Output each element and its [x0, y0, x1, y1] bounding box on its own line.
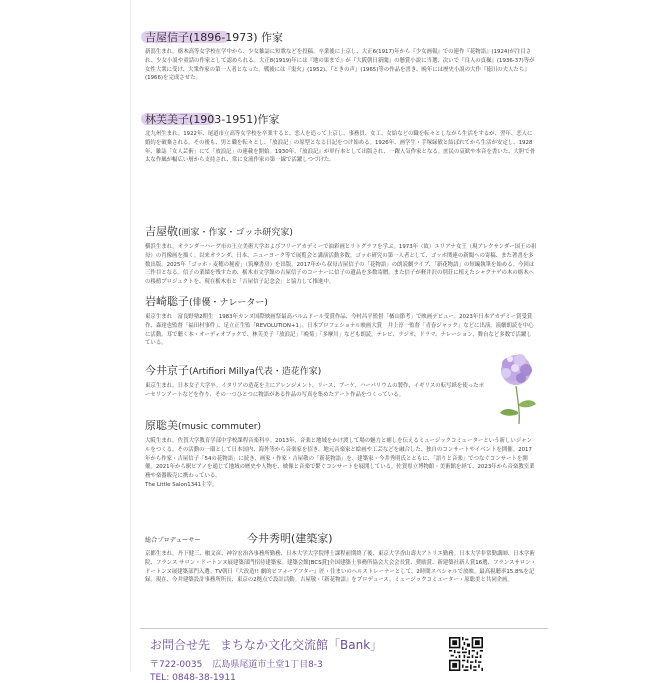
profile-body	[145, 437, 537, 490]
profile-text: 東京生まれ。日本女子大学卒。イタリアの造花を主にアレンジメント、リース、ブーケ、ハーバリウムの製作、イギリスの転写紙を使ったポーセリンアートなどを作り、その一つひとつに物語がある作品の写真を集めたアート作品をつくっている。	[145, 383, 484, 398]
profile-heading	[145, 110, 537, 128]
contact-divider	[140, 628, 548, 629]
profile-hayashi-fumiko	[145, 110, 537, 165]
profile-heading	[145, 361, 485, 380]
profile-text: 新潟生まれ。栃木高等女学校在学中から、少女雑誌に短歌などを投稿。卒業後に上京し、大正6(1917)年から『少女画報』での連作『花物語』(1924)が注目され、少女小説や童話の作家として認められる。大正8(1919)年には『地の果まで』が『大阪朝日新聞』の懸賞小説に当選、次いで『良人の貞操』(1936-37)等が女性大衆に受け、大衆作家の第一人者となった。戦後には『鬼火』(1952)、『ときの声』(1965)等の作品を書き、晩年には歴史小説の大作『徳川の夫人たち』(1966)を完成させた。	[145, 49, 535, 82]
profile-heading	[145, 222, 537, 241]
contact-address-row	[150, 657, 382, 670]
hydrangea-illustration	[486, 346, 546, 426]
profile-name: 原聡美	[145, 419, 178, 432]
profile-body	[145, 313, 537, 348]
contact-title-row	[150, 636, 382, 653]
telephone: TEL: 0848-38-1911	[150, 673, 236, 683]
profile-body	[145, 382, 485, 400]
flower-petals	[501, 354, 532, 385]
profile-role: (music commuter)	[178, 422, 261, 432]
contact-label: お問合せ先	[150, 638, 211, 652]
profile-heading	[145, 292, 537, 311]
profile-role: (Artifiori Millya代表・造花作家)	[189, 367, 322, 377]
profile-name: 吉屋敬	[145, 225, 178, 238]
profile-role: (画家・作家・ゴッホ研究家)	[178, 228, 293, 238]
postal-code: 〒722-0035	[150, 660, 203, 670]
profile-name: 林芙美子(1903-1951)作家	[145, 113, 280, 126]
profile-body	[145, 48, 537, 83]
profile-role: (俳優・ナレーター)	[189, 298, 268, 308]
profile-text: 横浜生まれ。オランダ－ハーグ市の王立美術大学およびフリーアカデミーで油彩画とリトグラフを学ぶ。1973年（故）ユリアナ女王（現アレクサンダー国王の祖母）の肖像画を描く。以来オランダ、日本、ニューヨーク等で展覧会と講演活動多数。ゴッホ研究の第一人者として、ゴッホ関連の新聞への寄稿、また著書を多数出版。2025年「ゴッホ・麦穂の秘密」（筑摩書房）を出版。2017年から叔母吉屋信子の「花物語」の朗読劇ライブ、「新花物語」の短編執筆を始める。今回は三作目となる。信子の業績を残すため、栃木市文学館の吉屋信子のコーナーに信子の遺品を多数寄贈。また信子が軽井沢の別荘に植えたシャクナゲの木の栃木への移植プロジェクトを、現在栃木市と「吉屋信子記念会」と協力して推進中。	[145, 244, 537, 286]
profile-iwasaki-satoko	[145, 292, 537, 348]
profile-text: 京都生まれ。丹下健三、槇文彦、神谷宏治各事務所勤務、日本大学大学院博士課程前期終了後、東京大学香山壽夫アトリエ勤務。日本大学非常勤講師、日本学術院、フランス サロン・ドートンヌ展建築部門招待建築家。建築会館[BCS賞]全国建築士事務所協会大会会長賞、奨励賞、新建築社新人賞16選、フランスサロン・ドートンヌ展建築部門入選。TV朝日『大改造!! 劇的ビフォーアフター』匠・住まいのヘルストレーナーとして、2時間スペシャルで放映。最高視聴率15.8%を記録。現在、今井建築設計事務所所長、東京の2拠点で設計活動。吉屋敬・『新花物語』をプロデュース。ミュージックコミューター・原聡美と共同企画。	[145, 551, 537, 584]
profile-text: 大阪生まれ。佐賀大学教育学部中学校課程音楽科卒。2013年、音楽と地域をかけ渡して場の魅力と癒しを伝えるミュージックコミューターという新しいジャンルをつくる。その活動の一環として日本国内、海外等から音楽家を招き、地元音楽家と絵画や工芸などを融合した、独自のコンサートやイベントを開催。2017年から作家・吉屋信子「54の花物語」に続き、画家・作家・吉屋敬の「新花物語」を、建築家・今井秀明氏とともに、「語りと音楽」でつなぐコンサートを開催。2021年から駅ピアノを通じて地域の歴史や人物を、映像と音楽で繋ぐコンサートを展開している。佐賀県立博物館・美術館を経て、2023年から音楽教室業務や楽器販売に携わっている。	[145, 438, 535, 480]
page-edge	[130, 0, 131, 672]
profile-body	[145, 243, 537, 287]
profile-text: 北九州生まれ。1922年、尾道市立高等女学校を卒業すると、恋人を追って上京し、事務員、女工、女給などの職を転々としながら生活をするが、翌年、恋人に婚約を破棄される。その後も、男と職を転々とし、「放浪記」の原型となる日記をつけ始める。1926年、画学生・手塚緑敏と結ばれてから生活が安定し、1928年、雑誌「女人芸術」にて「放浪記」の連載を開始。1930年、『放浪記』が単行本として出版され、一躍人気作家となる。庶民の哀歓や本音を書いた、大胆で骨太な作風が幅広い層から支持され、常に女流作家の第一線で活躍しつづけた。	[145, 131, 536, 164]
address: 広島県尾道市土堂1丁目8-3	[212, 660, 323, 670]
profile-hara-satomi	[145, 416, 537, 490]
profile-body	[145, 130, 537, 165]
profile-imai-kyoko	[145, 361, 485, 400]
qr-code[interactable]	[449, 637, 483, 671]
profile-heading	[145, 416, 537, 435]
profile-text: 東京生まれ 富良野塾2期生 1983年カンヌ国際映画祭最高パルムドール受賞作品、今村昌平監督「楢山節考」で映画デビュー。2023年日本アカデミー賞受賞作、森達也監督「福田村事件」、足立正生監「REVOLUTION+1」。日本プロフェショナル映画大賞 井上淳一監督「青春ジャック」などに出演。演劇朗読を中心に活動。耳で聴く本・オーディオブックで、林芙美子「放浪記」「晩菊」「多摩川」なども朗読。テレビ、ラジオ、ドラマ、ナレーション、舞台など多数で活躍している。	[145, 314, 534, 347]
contact-tel-row	[150, 673, 382, 683]
profile-name: 吉屋信子(1896-1973) 作家	[145, 31, 284, 44]
profile-name: 今井京子	[145, 364, 189, 377]
profile-yoshiya-kei	[145, 222, 537, 287]
venue-name: まちなか文化交流館「Bank」	[220, 638, 383, 652]
profile-body	[145, 550, 537, 585]
profile-footer: The Little Salon1341主宰。	[145, 481, 218, 488]
producer-name: 今井秀明(建築家)	[247, 532, 333, 545]
profile-heading	[145, 28, 537, 46]
profile-producer	[145, 548, 537, 585]
profile-name: 岩崎聡子	[145, 295, 189, 308]
contact-block	[150, 636, 382, 683]
producer-label: 総合プロデューサー	[145, 537, 201, 544]
profile-yoshiya-nobuko	[145, 28, 537, 83]
